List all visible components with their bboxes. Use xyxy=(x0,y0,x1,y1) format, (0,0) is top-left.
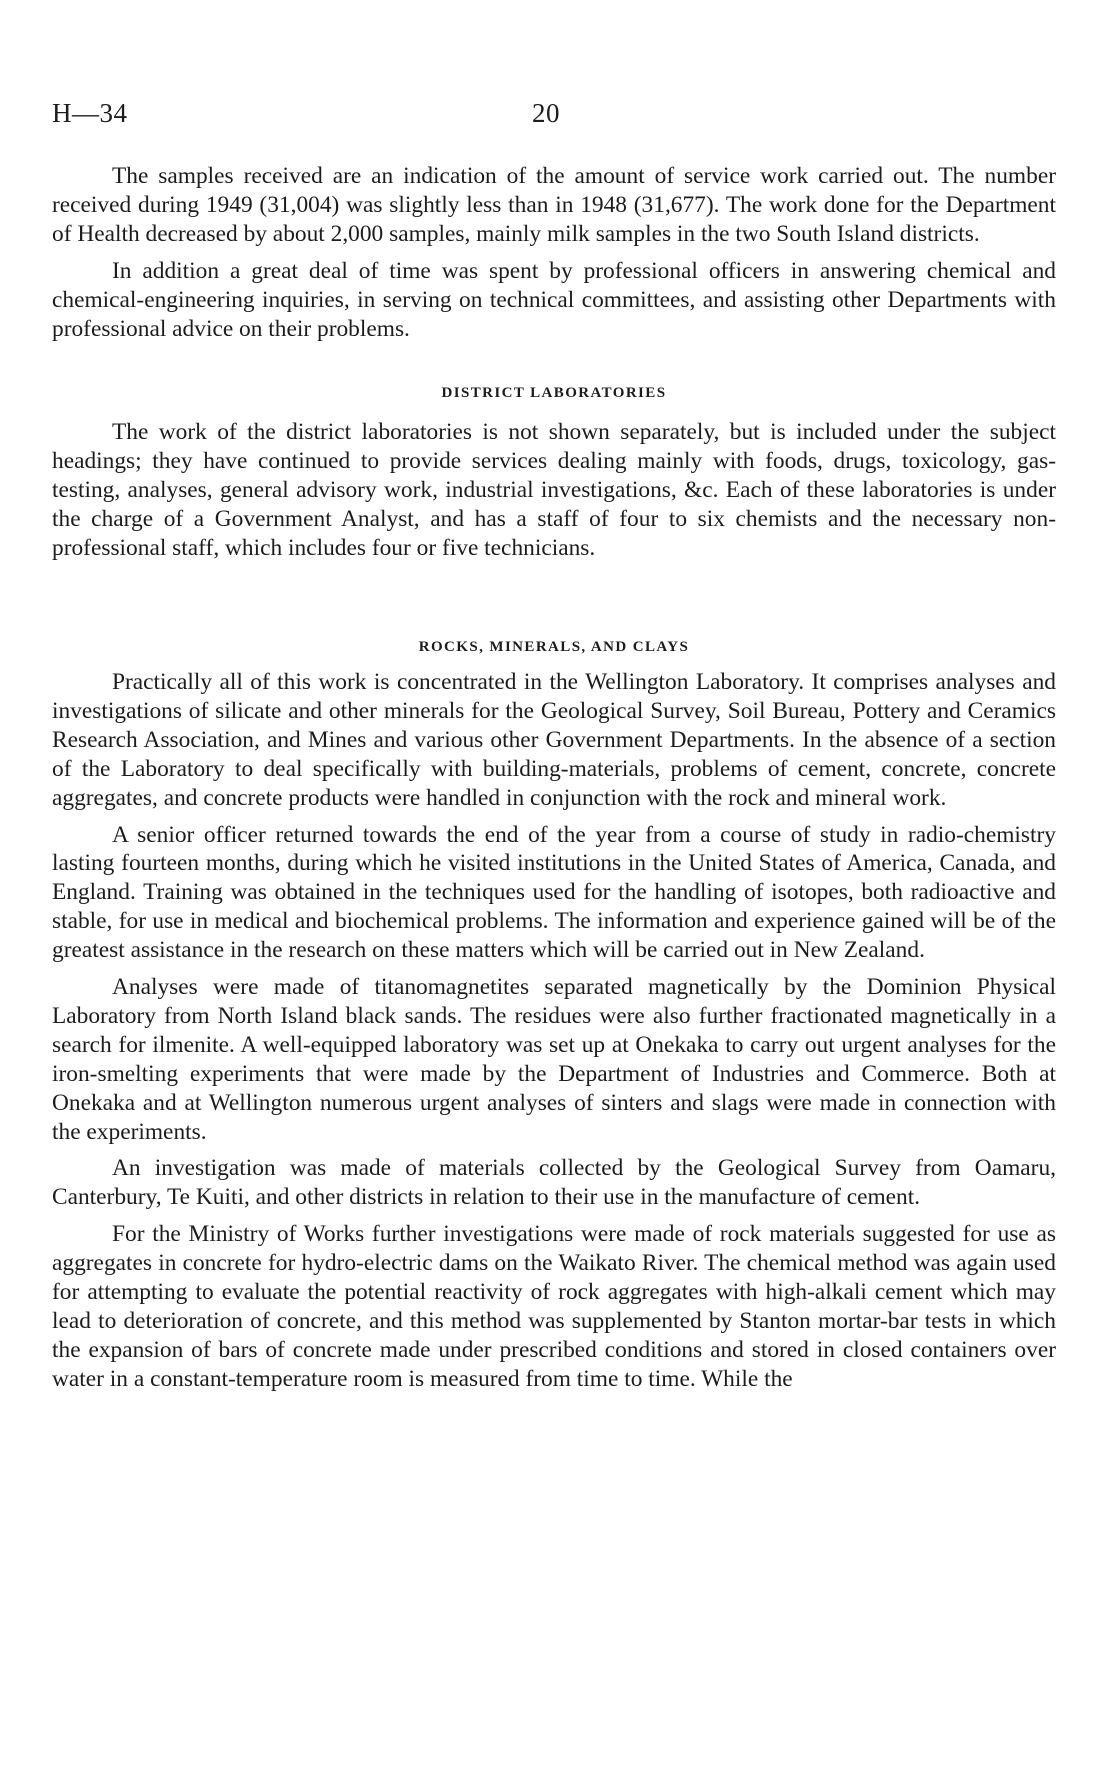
document-reference: H—34 xyxy=(52,98,128,128)
district-laboratories-paragraph: The work of the district laboratories is not shown separately, but is included under the subject headings; they have continued to provide services dealing mainly with foods, drugs, toxicology, gas-testing, analyses, general advisory work, industrial investigations, &c. Each of these laboratories is under the charge of a Government Analyst, and has a staff of four to six chemists and the necessary non-professional staff, which includes four or five technicians. xyxy=(52,419,1056,562)
rocks-paragraph-2: A senior officer returned towards the end of the year from a course of study in radio-chemistry lasting fourteen months, during which he visited institutions in the United States of America, Canada, and England. Training was obtained in the techniques used for the handling of isotopes, both radioactive and stable, for use in medical and biochemical problems. The information and experience gained will be of the greatest assistance in the research on these matters which will be carried out in New Zealand. xyxy=(52,821,1056,964)
running-header xyxy=(52,98,1056,134)
rocks-paragraph-3: Analyses were made of titanomagnetites separated magnetically by the Dominion Physical Laboratory from North Island black sands. The residues were also further fractionated magnetically in a search for ilmenite. A well-equipped laboratory was set up at Onekaka to carry out urgent analyses for the iron-smelting experiments that were made by the Department of Industries and Commerce. Both at Onekaka and at Wellington numerous urgent analyses of sinters and slags were made in connection with the experiments. xyxy=(52,974,1056,1145)
section-heading-district-laboratories: DISTRICT LABORATORIES xyxy=(441,385,667,402)
body-text xyxy=(52,162,1056,1394)
rocks-paragraph-1: Practically all of this work is concentrated in the Wellington Laboratory. It comprises analyses and investigations of silicate and other minerals for the Geological Survey, Soil Bureau, Pottery and Ceramics Research Association, and Mines and various other Government Departments. In the absence of a section of the Laboratory to deal specifically with building-materials, problems of cement, concrete, concrete aggregates, and concrete products were handled in conjunction with the rock and mineral work. xyxy=(52,668,1056,811)
rocks-paragraph-4: An investigation was made of materials collected by the Geological Survey from Oamaru, Canterbury, Te Kuiti, and other districts in relation to their use in the manufacture of cement. xyxy=(52,1155,1056,1211)
rocks-paragraph-5: For the Ministry of Works further investigations were made of rock materials suggested for use as aggregates in concrete for hydro-electric dams on the Waikato River. The chemical method was again used for attempting to evaluate the potential reactivity of rock aggregates with high-alkali cement which may lead to deterioration of concrete, and this method was supplemented by Stanton mortar-bar tests in which the expansion of bars of concrete made under prescribed conditions and stored in closed containers over water in a constant-temperature room is measured from time to time. While the xyxy=(52,1221,1056,1392)
intro-paragraph-1: The samples received are an indication of the amount of service work carried out. The number received during 1949 (31,004) was slightly less than in 1948 (31,677). The work done for the Department of Health decreased by about 2,000 samples, mainly milk samples in the two South Island districts. xyxy=(52,163,1056,247)
section-heading-rocks-minerals-clays: ROCKS, MINERALS, AND CLAYS xyxy=(418,638,690,655)
page-number: 20 xyxy=(532,98,560,128)
intro-paragraph-2: In addition a great deal of time was spent by professional officers in answering chemical and chemical-engineering inquiries, in serving on technical committees, and assisting other Departments with professional advice on their problems. xyxy=(52,257,1056,342)
